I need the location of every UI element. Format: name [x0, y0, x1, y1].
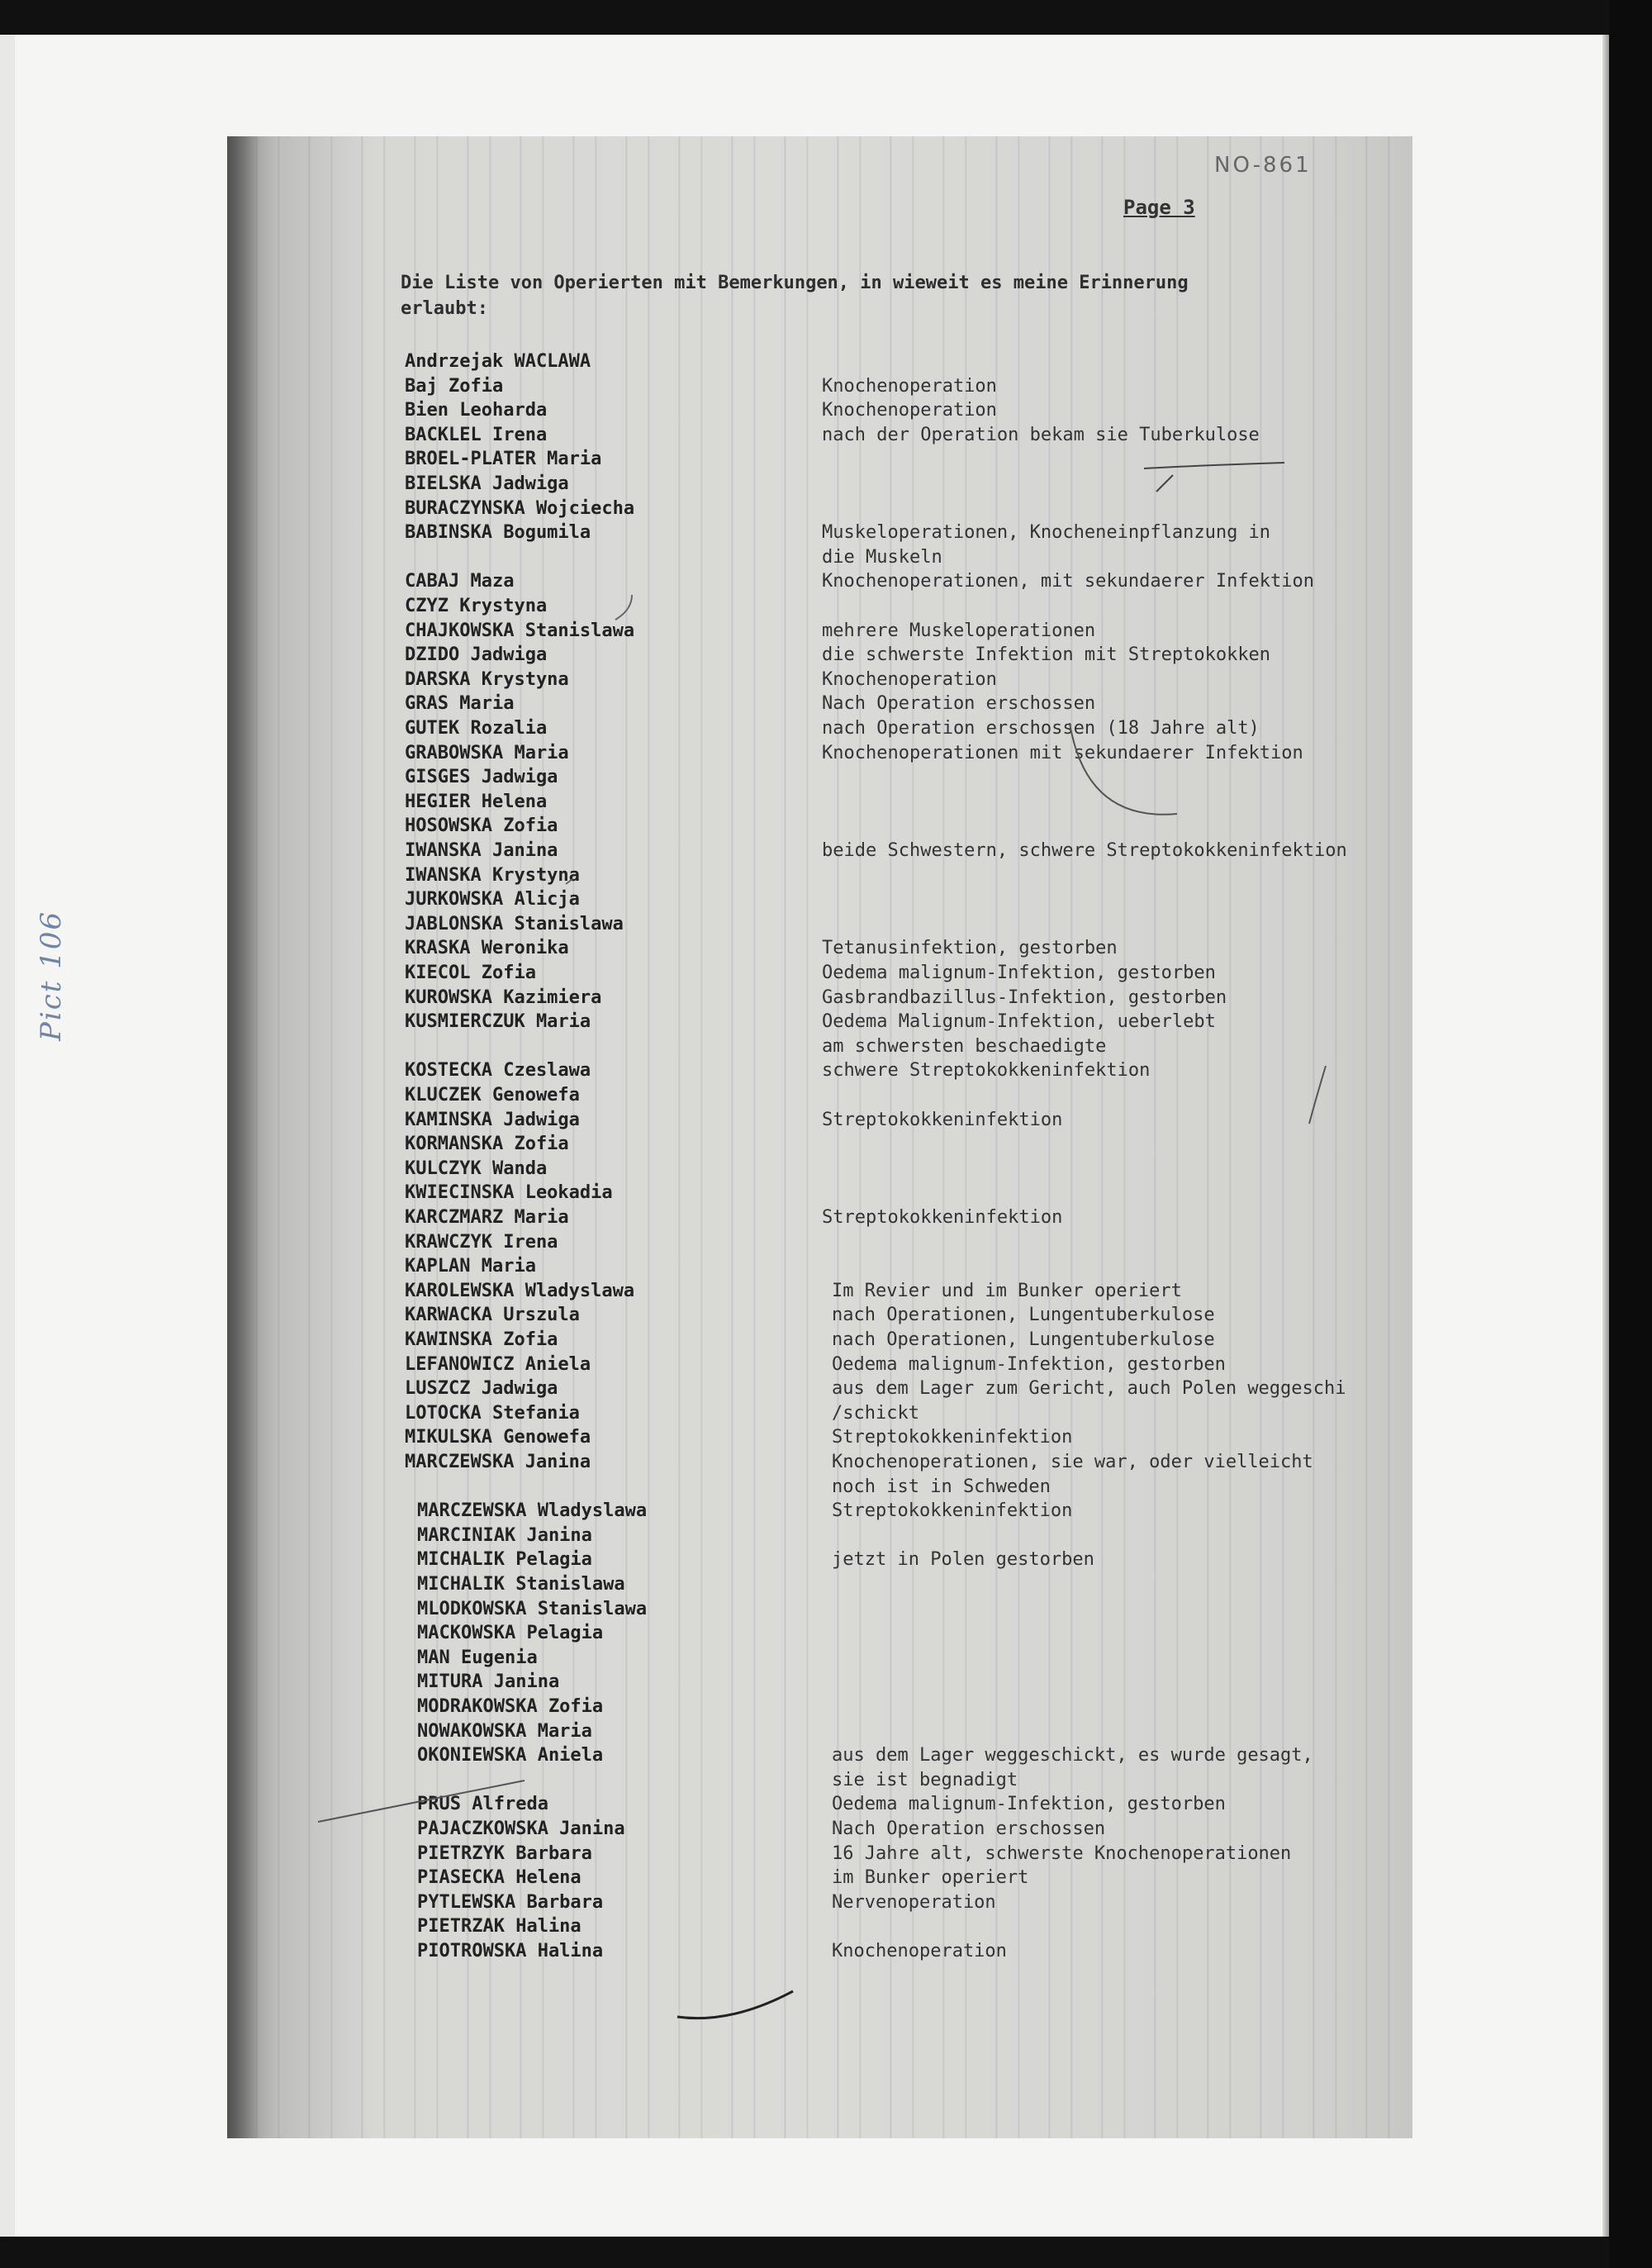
operation-remark: Knochenoperationen mit sekundaerer Infektion: [822, 743, 1303, 763]
operation-remark: schwere Streptokokkeninfektion: [822, 1060, 1151, 1081]
patient-name: PYTLEWSKA Barbara: [417, 1892, 604, 1913]
patient-name: MIKULSKA Genowefa: [405, 1427, 591, 1448]
patient-name: HEGIER Helena: [405, 792, 548, 812]
patient-name: MARCZEWSKA Janina: [405, 1452, 591, 1472]
operation-remark: aus dem Lager zum Gericht, auch Polen weggeschi: [832, 1378, 1346, 1399]
operation-remark: Knochenoperationen, sie war, oder vielleicht: [832, 1452, 1313, 1472]
operation-remark: Tetanusinfektion, gestorben: [822, 938, 1118, 958]
operation-remark: Muskeloperationen, Knocheneinpflanzung in: [822, 522, 1271, 543]
operation-remark: 16 Jahre alt, schwerste Knochenoperationen: [832, 1843, 1292, 1864]
operation-remark: Knochenoperation: [822, 669, 997, 690]
patient-name: DZIDO Jadwiga: [405, 644, 548, 665]
patient-name: MARCZEWSKA Wladyslawa: [417, 1500, 648, 1521]
patient-name: JABLONSKA Stanislawa: [405, 914, 624, 934]
patient-name: KOSTECKA Czeslawa: [405, 1060, 591, 1081]
operation-remark: Gasbrandbazillus-Infektion, gestorben: [822, 987, 1227, 1008]
patient-name: MARCINIAK Janina: [417, 1525, 592, 1546]
patient-name: BACKLEL Irena: [405, 425, 548, 445]
patient-name: CZYZ Krystyna: [405, 596, 548, 616]
patient-name: BIELSKA Jadwiga: [405, 473, 569, 494]
operation-remark: am schwersten beschaedigte: [822, 1036, 1107, 1057]
operation-remark: die schwerste Infektion mit Streptokokken: [822, 644, 1271, 665]
operation-remark: Oedema malignum-Infektion, gestorben: [822, 963, 1216, 983]
patient-name: KUSMIERCZUK Maria: [405, 1011, 591, 1032]
document-number: NO-861: [1214, 153, 1312, 178]
operation-remark: jetzt in Polen gestorben: [832, 1549, 1094, 1570]
operation-remark: nach Operation erschossen (18 Jahre alt): [822, 718, 1260, 739]
patient-name: MICHALIK Pelagia: [417, 1549, 592, 1570]
patient-name: HOSOWSKA Zofia: [405, 815, 558, 836]
operation-remark: Nervenoperation: [832, 1892, 996, 1913]
patient-name: MAN Eugenia: [417, 1648, 538, 1668]
patient-name: OKONIEWSKA Aniela: [417, 1745, 604, 1766]
patient-name: KRASKA Weronika: [405, 938, 569, 958]
patient-name: IWANSKA Krystyna: [405, 865, 580, 886]
patient-name: JURKOWSKA Alicja: [405, 889, 580, 910]
margin-note: Pict 106: [35, 910, 68, 1041]
patient-name: KAROLEWSKA Wladyslawa: [405, 1281, 635, 1301]
operation-remark: Knochenoperation: [822, 376, 997, 397]
operation-remark: Streptokokkeninfektion: [822, 1110, 1063, 1130]
patient-name: MLODKOWSKA Stanislawa: [417, 1599, 648, 1619]
patient-name: BABINSKA Bogumila: [405, 522, 591, 543]
operation-remark: noch ist in Schweden: [832, 1476, 1051, 1497]
operation-remark: Streptokokkeninfektion: [832, 1500, 1073, 1521]
patient-name: KRAWCZYK Irena: [405, 1232, 558, 1253]
patient-name: KAPLAN Maria: [405, 1256, 536, 1277]
patient-name: DARSKA Krystyna: [405, 669, 569, 690]
operation-remark: Oedema malignum-Infektion, gestorben: [832, 1354, 1226, 1375]
patient-name: Baj Zofia: [405, 376, 504, 397]
patient-name: MACKOWSKA Pelagia: [417, 1623, 604, 1643]
operation-remark: Knochenoperationen, mit sekundaerer Infektion: [822, 571, 1315, 592]
operation-remark: Oedema Malignum-Infektion, ueberlebt: [822, 1011, 1216, 1032]
patient-name: KAWINSKA Zofia: [405, 1329, 558, 1350]
patient-name: GRABOWSKA Maria: [405, 743, 569, 763]
operation-remark: Streptokokkeninfektion: [822, 1207, 1063, 1228]
patient-name: PIETRZYK Barbara: [417, 1843, 592, 1864]
operation-remark: beide Schwestern, schwere Streptokokkeninfektion: [822, 840, 1347, 861]
patient-name: PRUS Alfreda: [417, 1794, 548, 1814]
patient-name: KORMANSKA Zofia: [405, 1134, 569, 1154]
patient-name: KULCZYK Wanda: [405, 1158, 548, 1179]
heading-line-2: erlaubt:: [401, 298, 488, 319]
patient-name: Bien Leoharda: [405, 400, 548, 421]
operation-remark: Knochenoperation: [832, 1941, 1007, 1961]
patient-name: PIETRZAK Halina: [417, 1916, 582, 1937]
patient-name: MICHALIK Stanislawa: [417, 1574, 625, 1595]
patient-name: LUSZCZ Jadwiga: [405, 1378, 558, 1399]
operation-remark: Nach Operation erschossen: [822, 693, 1096, 714]
patient-name: CHAJKOWSKA Stanislawa: [405, 620, 635, 641]
patient-name: CABAJ Maza: [405, 571, 515, 592]
patient-name: MITURA Janina: [417, 1671, 560, 1692]
patient-name: GISGES Jadwiga: [405, 767, 558, 787]
operation-remark: sie ist begnadigt: [832, 1770, 1018, 1790]
operation-remark: Im Revier und im Bunker operiert: [832, 1281, 1182, 1301]
patient-name: KWIECINSKA Leokadia: [405, 1182, 613, 1203]
operation-remark: aus dem Lager weggeschickt, es wurde gesagt,: [832, 1745, 1313, 1766]
patient-name: Andrzejak WACLAWA: [405, 351, 591, 372]
patient-name: GRAS Maria: [405, 693, 515, 714]
patient-name: KAMINSKA Jadwiga: [405, 1110, 580, 1130]
patient-name: BROEL-PLATER Maria: [405, 449, 602, 469]
operation-remark: die Muskeln: [822, 547, 942, 568]
patient-name: KARCZMARZ Maria: [405, 1207, 569, 1228]
patient-name: LEFANOWICZ Aniela: [405, 1354, 591, 1375]
patient-name: KUROWSKA Kazimiera: [405, 987, 602, 1008]
patient-name: LOTOCKA Stefania: [405, 1403, 580, 1424]
patient-name: PAJACZKOWSKA Janina: [417, 1819, 625, 1839]
handwritten-marks: [227, 136, 1412, 2138]
photocopy-page: [227, 136, 1412, 2138]
patient-name: BURACZYNSKA Wojciecha: [405, 498, 635, 519]
heading-line-1: Die Liste von Operierten mit Bemerkungen, in wieweit es meine Erinnerung: [401, 273, 1189, 293]
operation-remark: Nach Operation erschossen: [832, 1819, 1106, 1839]
scanner-background: [1609, 0, 1652, 2268]
patient-name: PIASECKA Helena: [417, 1867, 582, 1888]
patient-name: MODRAKOWSKA Zofia: [417, 1696, 604, 1717]
patient-name: IWANSKA Janina: [405, 840, 558, 861]
operation-remark: nach Operationen, Lungentuberkulose: [832, 1305, 1215, 1325]
operation-remark: nach Operationen, Lungentuberkulose: [832, 1329, 1215, 1350]
operation-remark: nach der Operation bekam sie Tuberkulose: [822, 425, 1260, 445]
operation-remark: Oedema malignum-Infektion, gestorben: [832, 1794, 1226, 1814]
patient-name: KIECOL Zofia: [405, 963, 536, 983]
patient-name: KLUCZEK Genowefa: [405, 1085, 580, 1105]
adjacent-page-edge: [0, 35, 17, 2237]
page-label: Page 3: [1123, 196, 1195, 219]
operation-remark: /schickt: [832, 1403, 919, 1424]
operation-remark: Knochenoperation: [822, 400, 997, 421]
patient-name: PIOTROWSKA Halina: [417, 1941, 604, 1961]
operation-remark: im Bunker operiert: [832, 1867, 1029, 1888]
patient-name: GUTEK Rozalia: [405, 718, 548, 739]
patient-name: KARWACKA Urszula: [405, 1305, 580, 1325]
operation-remark: Streptokokkeninfektion: [832, 1427, 1073, 1448]
operation-remark: mehrere Muskeloperationen: [822, 620, 1096, 641]
patient-name: NOWAKOWSKA Maria: [417, 1721, 592, 1742]
